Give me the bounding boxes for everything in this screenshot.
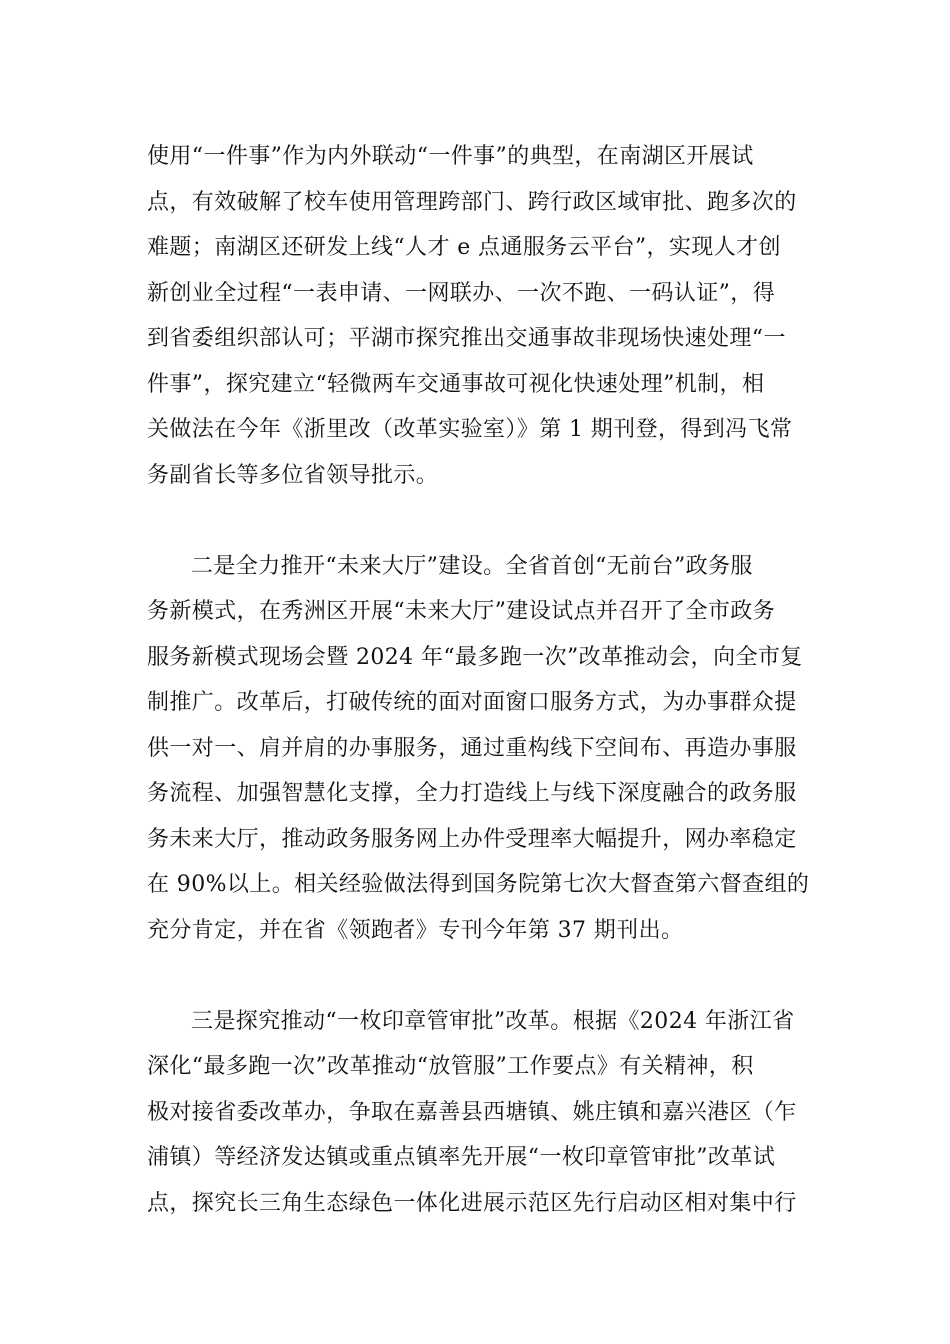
text-line: 到省委组织部认可；平湖市探究推出交通事故非现场快速处理“一: [147, 326, 786, 351]
text-line: 浦镇）等经济发达镇或重点镇率先开展“一枚印章管审批”改革试: [147, 1145, 776, 1170]
text-line: 供一对一、肩并肩的办事服务，通过重构线下空间布、再造办事服: [147, 735, 797, 761]
paragraph-3: [147, 999, 817, 1227]
text-line: 点，探究长三角生态绿色一体化进展示范区先行启动区相对集中行: [147, 1190, 797, 1216]
text-line: 务流程、加强智慧化支撑，全力打造线上与线下深度融合的政务服: [147, 781, 797, 806]
paragraph-spacer: [147, 953, 817, 999]
paragraph-2: [147, 544, 817, 954]
document-body: [147, 134, 817, 1226]
text-line: 点，有效破解了校车使用管理跨部门、跨行政区域审批、跑多次的: [147, 189, 797, 215]
text-line: 在 90%以上。相关经验做法得到国务院第七次大督查第六督查组的: [147, 872, 810, 897]
paragraph-1: [147, 134, 817, 498]
text-line: 关做法在今年《浙里改（改革实验室）》第 1 期刊登，得到冯飞常: [147, 417, 793, 442]
text-line: 制推广。改革后，打破传统的面对面窗口服务方式，为办事群众提: [147, 690, 797, 715]
text-line: 充分肯定，并在省《领跑者》专刊今年第 37 期刊出。: [147, 917, 684, 943]
text-line: 件事”，探究建立“轻微两车交通事故可视化快速处理”机制，相: [147, 371, 765, 397]
text-line: 务未来大厅，推动政务服务网上办件受理率大幅提升，网办率稳定: [147, 826, 797, 852]
text-line: 新创业全过程“一表申请、一网联办、一次不跑、一码认证”，得: [147, 280, 776, 306]
text-line: 务副省长等多位省领导批示。: [147, 462, 439, 488]
text-line: 务新模式，在秀洲区开展“未来大厅”建设试点并召开了全市政务: [147, 599, 776, 624]
text-line: 三是探究推动“一枚印章管审批”改革。根据《2024 年浙江省: [191, 1008, 795, 1034]
text-line: 使用“一件事”作为内外联动“一件事”的典型，在南湖区开展试: [147, 144, 754, 169]
paragraph-spacer: [147, 498, 817, 544]
text-line: 服务新模式现场会暨 2024 年“最多跑一次”改革推动会，向全市复: [147, 644, 803, 670]
text-line: 深化“最多跑一次”改革推动“放管服”工作要点》有关精神，积: [147, 1054, 754, 1079]
text-line: 二是全力推开“未来大厅”建设。全省首创“无前台”政务服: [191, 553, 753, 579]
text-line: 难题；南湖区还研发上线“人才 e 点通服务云平台”，实现人才创: [147, 235, 781, 260]
text-line: 极对接省委改革办，争取在嘉善县西塘镇、姚庄镇和嘉兴港区（乍: [147, 1099, 797, 1125]
